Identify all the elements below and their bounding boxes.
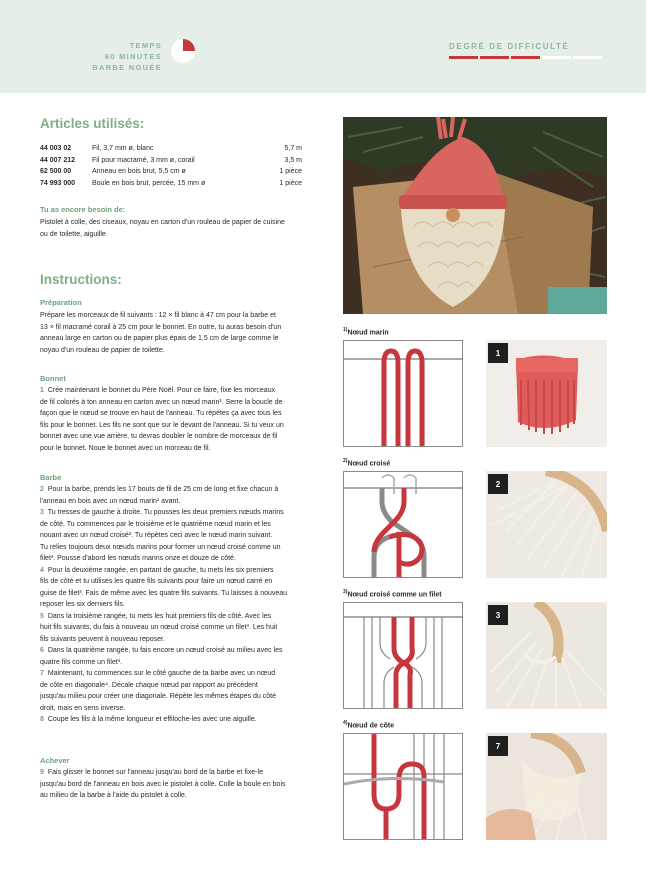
difficulty-meter: [449, 56, 602, 59]
text-line: [40, 691, 304, 703]
diagram-label: [343, 589, 442, 598]
difficulty-bar: [449, 56, 478, 59]
step-text: Maintenant, tu commences sur le côté gauche de ta barbe avec un nœud: [47, 670, 276, 677]
text-line: [40, 599, 304, 611]
diagram-noeud-croise: [343, 471, 463, 578]
diagram-noeud-cote: [343, 733, 463, 840]
article-code: 74 993 000: [40, 179, 76, 187]
step-text: Tu tresses de gauche à droite. Tu pousses les deux premiers nœuds marins: [47, 509, 284, 516]
barbe-title: Barbe: [40, 473, 62, 482]
time-value: 60 MINUTES: [104, 52, 162, 61]
also-needed-title: Tu as encore besoin de:: [40, 205, 126, 214]
instructions-title: Instructions:: [40, 272, 122, 287]
preparation-title: Préparation: [40, 298, 82, 307]
step-number: 9: [40, 769, 44, 776]
preparation-text: [40, 310, 304, 356]
text-line: [40, 657, 304, 669]
step-text: filet³. Pousse d'abord les nœuds marins onze et douze de côté.: [40, 555, 236, 562]
text-line: [40, 645, 304, 657]
article-desc: Fil pour macramé, 3 mm ø, corail: [92, 156, 195, 164]
text-line: [40, 484, 304, 496]
text-line: de fil colorés à ton anneau en carton avec un nœud marin¹. Serre la boucle de: [40, 398, 283, 406]
difficulty-label: DEGRÉ DE DIFFICULTÉ: [449, 42, 570, 51]
step-badge: 1: [488, 343, 508, 363]
article-row: [40, 178, 302, 190]
text-line: [40, 507, 304, 519]
text-line: [40, 680, 304, 692]
text-line: [40, 622, 304, 634]
diagram-label: [343, 458, 390, 467]
text-line: [40, 576, 304, 588]
text-line: [40, 542, 304, 554]
step-badge: 7: [488, 736, 508, 756]
difficulty-bar: [511, 56, 540, 59]
text-line: [40, 767, 304, 779]
step-text: fils de côté et tu utilises les quatre fils suivants pour faire un nœud carré en: [40, 578, 273, 585]
technique-label: BARBE NOUÉE: [92, 63, 162, 72]
bonnet-title: Bonnet: [40, 374, 66, 383]
footnote-marker: 3): [343, 589, 348, 595]
text-line: [40, 385, 304, 397]
article-row: [40, 166, 302, 178]
step-text: jusqu'au bord de l'anneau en bois avec le pistolet à colle. Colle la boule en bois: [40, 780, 286, 788]
text-line: [40, 779, 304, 791]
step-number: 2: [40, 486, 44, 493]
difficulty-bar: [480, 56, 509, 59]
difficulty-bar: [542, 56, 571, 59]
text-line: [40, 611, 304, 623]
step-text: Crée maintenant le bonnet du Père Noël. Pour ce faire, fixe les morceaux: [47, 387, 276, 394]
step-text: droit, mais en sens inverse.: [40, 704, 126, 712]
header-band: [0, 0, 646, 93]
text-line: fils pour le bonnet. Les fils ne sont que sur le devant de l'anneau. Si tu veux un: [40, 421, 284, 429]
text-line: [40, 634, 304, 646]
text-line: [40, 668, 304, 680]
article-desc: Boule en bois brut, percée, 15 mm ø: [92, 179, 206, 187]
diagram-noeud-filet: [343, 602, 463, 709]
diagram-title: Nœud croisé: [347, 460, 391, 468]
also-needed-text: [40, 217, 304, 240]
footnote-marker: 2): [343, 458, 348, 464]
text-line: [40, 703, 304, 715]
text-line: ou de toilette, aiguille: [40, 230, 106, 238]
step-number: 3: [40, 509, 44, 516]
text-line: Prépare les morceaux de fil suivants : 12 × fil blanc à 47 cm pour la barbe et: [40, 312, 276, 319]
step-text: Coupe les fils à la même longueur et effiloche-les avec une aiguille.: [47, 716, 257, 723]
articles-table: [40, 143, 302, 189]
bonnet-text: [40, 385, 304, 454]
text-line: façon que le nœud se trouve en haut de l'anneau. Tu répètes ça avec tous les: [40, 410, 282, 417]
article-qty: 3,5 m: [284, 156, 302, 164]
step-text: de côte en diagonale⁴. Décale chaque nœud par rapport au précédent: [40, 681, 258, 689]
article-row: [40, 143, 302, 155]
step-text: l'anneau en bois avec un nœud marin¹ avant.: [40, 497, 181, 505]
achever-title: Achever: [40, 756, 70, 765]
santa-ornament-photo: [343, 117, 607, 314]
text-line: noyau d'un rouleau de papier de toilette.: [40, 346, 165, 354]
step-text: guise de filet³. Fais de même avec les quatre fils suivants. Tu laisses à nouveau: [40, 589, 288, 597]
article-code: 62 500 00: [40, 168, 72, 175]
step-text: reposer les six derniers fils.: [40, 601, 125, 608]
articles-title: Articles utilisés:: [40, 116, 145, 131]
step-badge: 2: [488, 474, 508, 494]
step-number: 1: [40, 387, 44, 394]
article-qty: 5,7 m: [284, 145, 302, 152]
step-text: de côté. Tu commences par le troisième et le quatrième nœud marin et les: [40, 520, 271, 528]
step-text: nouant avec un nœud croisé². Tu répètes ceci avec le nœud marin suivant.: [40, 532, 273, 539]
step-text: au milieu de la barbe à l'aide du pistolet à colle.: [40, 792, 187, 799]
step-number: 8: [40, 716, 44, 723]
step-text: jusqu'au milieu pour créer une diagonale. Répète les mêmes étapes du côté: [40, 693, 276, 700]
step-number: 6: [40, 647, 44, 654]
diagram-title: Nœud marin: [347, 329, 389, 337]
diagram-noeud-marin: [343, 340, 463, 447]
text-line: [40, 496, 304, 508]
diagram-label: [343, 720, 394, 729]
step-text: Dans la troisième rangée, tu mets les huit premiers fils de côté. Avec les: [47, 612, 272, 620]
text-line: 13 × fil macramé corail à 25 cm pour le bonnet. En outre, tu auras besoin d'un: [40, 323, 282, 331]
step-text: Pour la barbe, prends les 17 bouts de fil de 25 cm de long et fixe chacun à: [47, 486, 279, 493]
footnote-marker: 4): [343, 720, 348, 726]
text-line: pour le bonnet. Noue le bonnet avec un morceau de fil.: [40, 444, 211, 452]
step-number: 7: [40, 670, 44, 677]
text-line: [40, 588, 304, 600]
time-label: TEMPS: [129, 41, 162, 50]
text-line: [40, 530, 304, 542]
achever-text: [40, 767, 304, 802]
barbe-text: [40, 484, 304, 726]
step-text: Dans la quatrième rangée, tu fais encore un nœud croisé au milieu avec les: [47, 647, 283, 654]
article-code: 44 007 212: [40, 156, 76, 164]
article-desc: Fil, 3,7 mm ø, blanc: [92, 145, 154, 152]
step-number: 5: [40, 612, 44, 620]
step-text: Pour la deuxième rangée, en partant de gauche, tu mets les six premiers: [47, 566, 274, 574]
article-code: 44 003 02: [40, 145, 72, 152]
article-row: [40, 155, 302, 167]
step-text: quatre fils comme un filet³.: [40, 658, 123, 666]
footnote-marker: 1): [343, 327, 348, 333]
text-line: [40, 553, 304, 565]
text-line: [40, 714, 304, 726]
text-line: Pistolet à colle, des ciseaux, noyau en carton d'un rouleau de papier de cuisine: [40, 219, 285, 226]
clock-icon: [170, 38, 196, 64]
diagram-label: [343, 327, 389, 336]
article-qty: 1 pièce: [279, 168, 302, 175]
diagram-title: Nœud de côte: [347, 722, 395, 730]
text-line: bonnet avec une vue arrière, tu devras doubler le nombre de morceaux de fil: [40, 433, 278, 440]
text-line: anneau large en carton ou de papier plus épais de 1,5 cm de large comme le: [40, 335, 279, 342]
text-line: [40, 519, 304, 531]
step-number: 4: [40, 566, 44, 574]
difficulty-bar: [573, 56, 602, 59]
time-info: [70, 40, 162, 73]
text-line: [40, 790, 304, 802]
article-desc: Anneau en bois brut, 5,5 cm ø: [92, 168, 186, 175]
step-text: Fais glisser le bonnet sur l'anneau jusqu'au bord de la barbe et fixe-le: [47, 769, 263, 776]
step-text: fils suivants peuvent à nouveau reposer.: [40, 635, 165, 643]
step-text: Tu relies toujours deux nœuds marins pour former un nœud croisé comme un: [40, 543, 281, 551]
diagram-title: Nœud croisé comme un filet: [347, 591, 442, 599]
article-qty: 1 pièce: [279, 179, 302, 187]
step-text: huit fils suivants, du fais à nouveau un nœud croisé comme un filet³. Les huit: [40, 624, 278, 631]
text-line: [40, 565, 304, 577]
step-badge: 3: [488, 605, 508, 625]
